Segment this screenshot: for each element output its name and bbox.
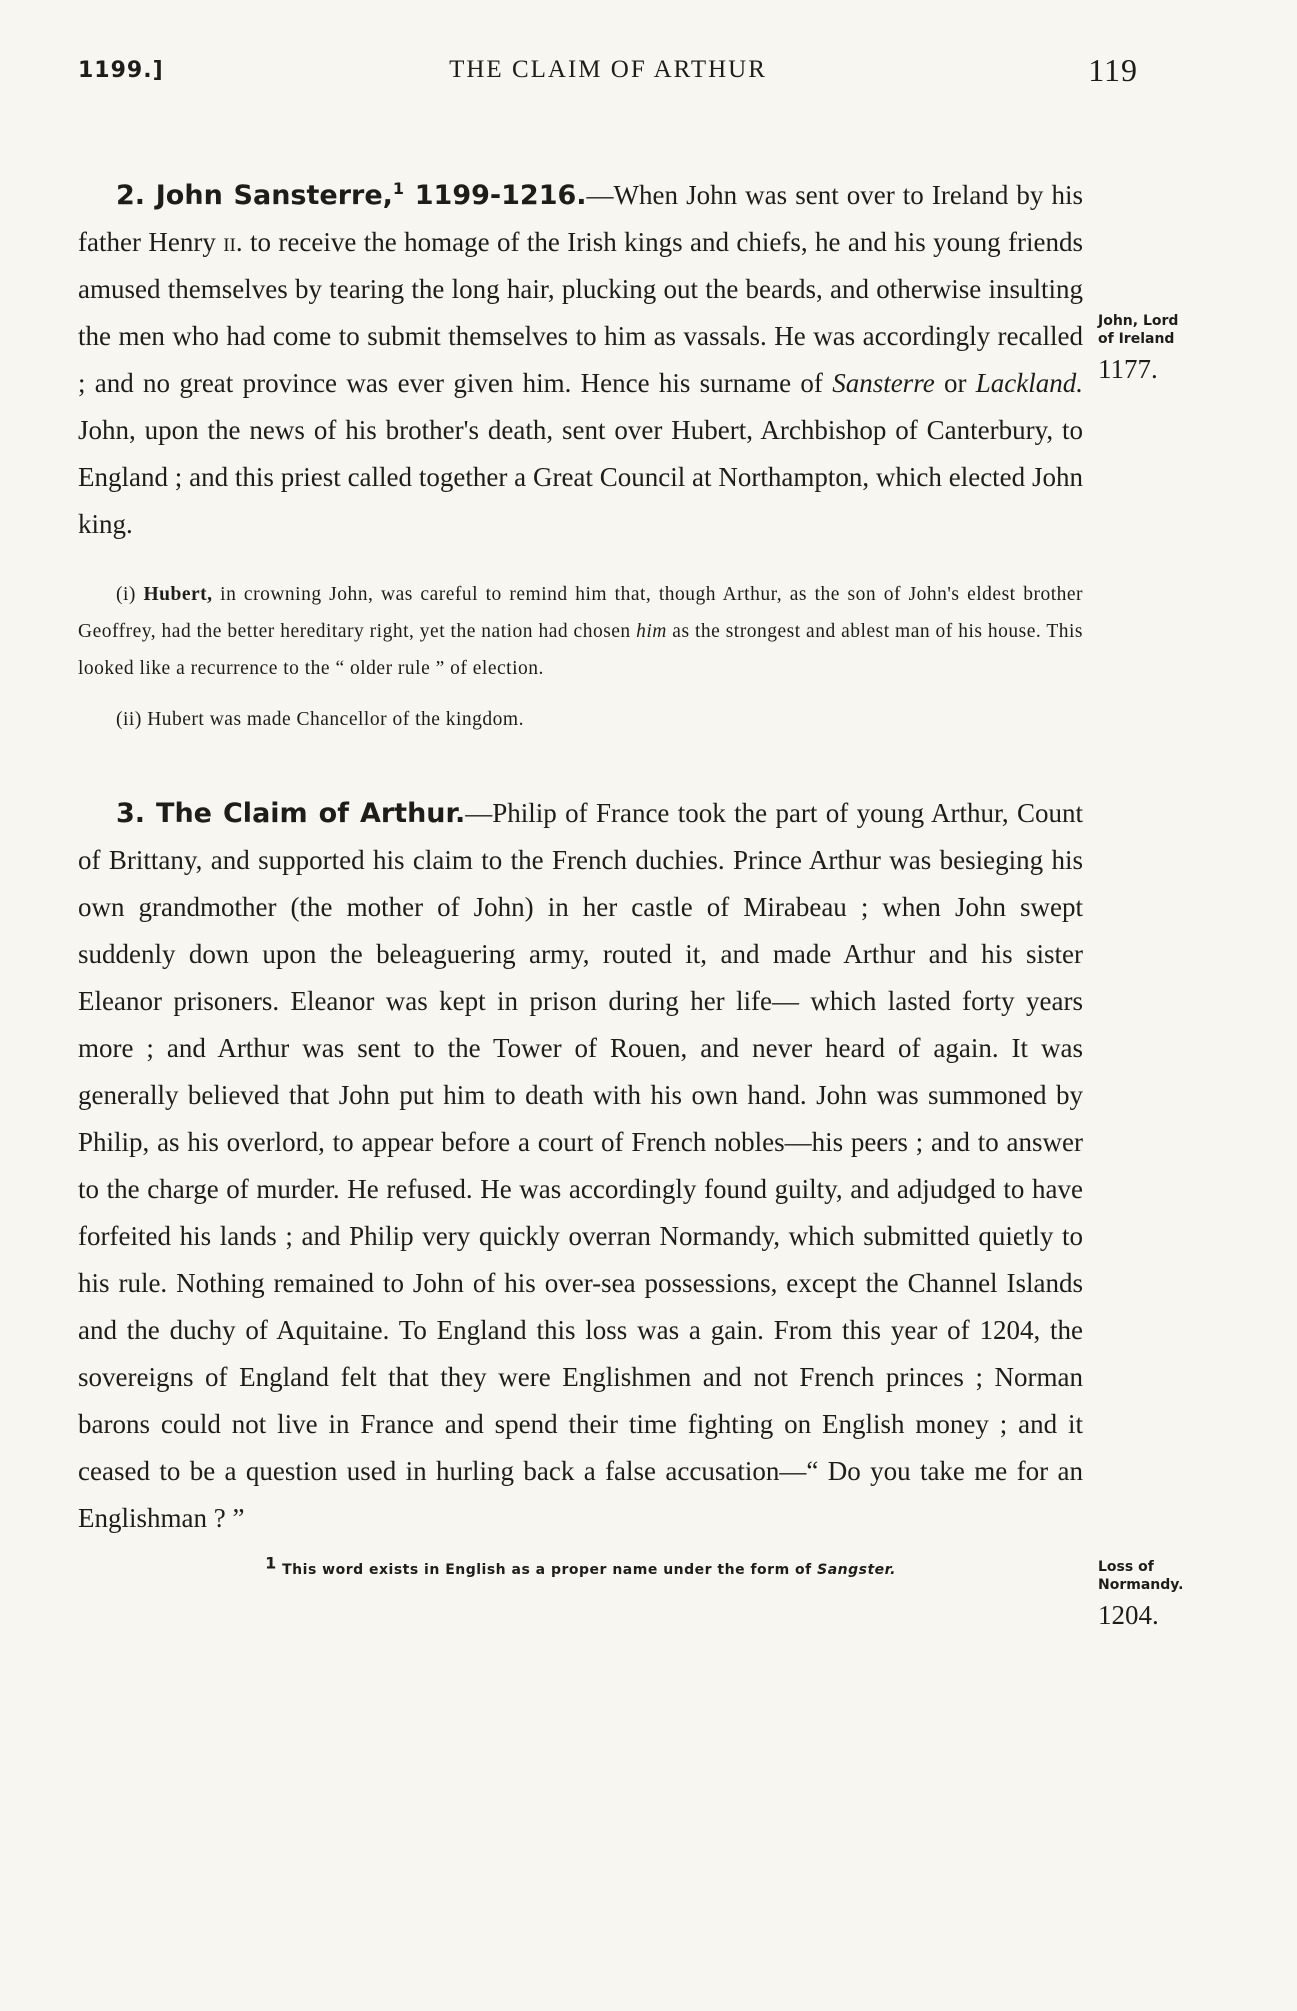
section-2-notes	[78, 576, 1083, 738]
section-3-paragraph: 3. The Claim of Arthur.—Philip of France took the part of young Arthur, Count of Brittany, and supported his claim to the French duchies. Prince Arthur was besieging his own grandmother (the mother of John) in her castle of Mirabeau ; when John swept suddenly down upon the beleaguering army, routed it, and made Arthur and his sister Eleanor prisoners. Eleanor was kept in prison during her life— which lasted forty years more ; and Arthur was sent to the Tower of Rouen, and never heard of again. It was generally believed that John put him to death with his own hand. John was summoned by Philip, as his overlord, to appear before a court of French nobles—his peers ; and to answer to the charge of murder. He refused. He was accordingly found guilty, and adjudged to have forfeited his lands ; and Philip very quickly overran Normandy, which submitted quietly to his rule. Nothing remained to John of his over-sea possessions, except the Channel Islands and the duchy of Aquitaine. To England this loss was a gain. From this year of 1204, the sovereigns of England felt that they were Englishmen and not French princes ; Norman barons could not live in France and spend their time fighting on English money ; and it ceased to be a question used in hurling back a false accusation—“ Do you take me for an Englishman ? ”	[78, 798, 1083, 1533]
note-i: (i) Hubert, in crowning John, was careful to remind him that, though Arthur, as the son of John's eldest brother Geoffrey, had the better hereditary right, yet the nation had chosen him as the strongest and ablest man of his house. This looked like a recurrence to the “ older rule ” of election.	[78, 584, 1084, 679]
section-2-paragraph: 2. John Sansterre,$^1$ 1199-1216.—When John was sent over to Ireland by his father Henry ii. to receive the homage of the Irish kings and chiefs, he and his young friends amused themselves by tearing the long hair, plucking out the beards, and otherwise insulting the men who had come to submit themselves to him as vassals. He was accordingly recalled ; and no great province was ever given him. Hence his surname of Sansterre or Lackland. John, upon the news of his brother's death, sent over Hubert, Archbishop of Canterbury, to England ; and this priest called together a Great Council at Northampton, which elected John king.	[78, 179, 1083, 539]
section-2-heading: 2. John Sansterre,$^1$ 1199-1216.	[116, 179, 587, 211]
footnote-ref: 1	[392, 179, 405, 198]
header-year: 1199.]	[78, 58, 164, 83]
header-title: THE CLAIM OF ARTHUR	[449, 56, 767, 83]
margin-note-normandy: Loss of Normandy. 1204.	[1098, 1559, 1184, 1630]
page-number: 119	[1088, 52, 1138, 88]
section-3-heading: 3. The Claim of Arthur.	[116, 798, 466, 829]
book-page	[78, 50, 1184, 1630]
note-ii: (ii) Hubert was made Chancellor of the kingdom.	[116, 709, 524, 730]
footnote: $^1$ This word exists in English as a proper name under the form of Sangster.	[265, 1553, 896, 1578]
margin-note-ireland: John, Lord of Ireland 1177.	[1098, 313, 1179, 384]
running-header	[78, 50, 1138, 98]
